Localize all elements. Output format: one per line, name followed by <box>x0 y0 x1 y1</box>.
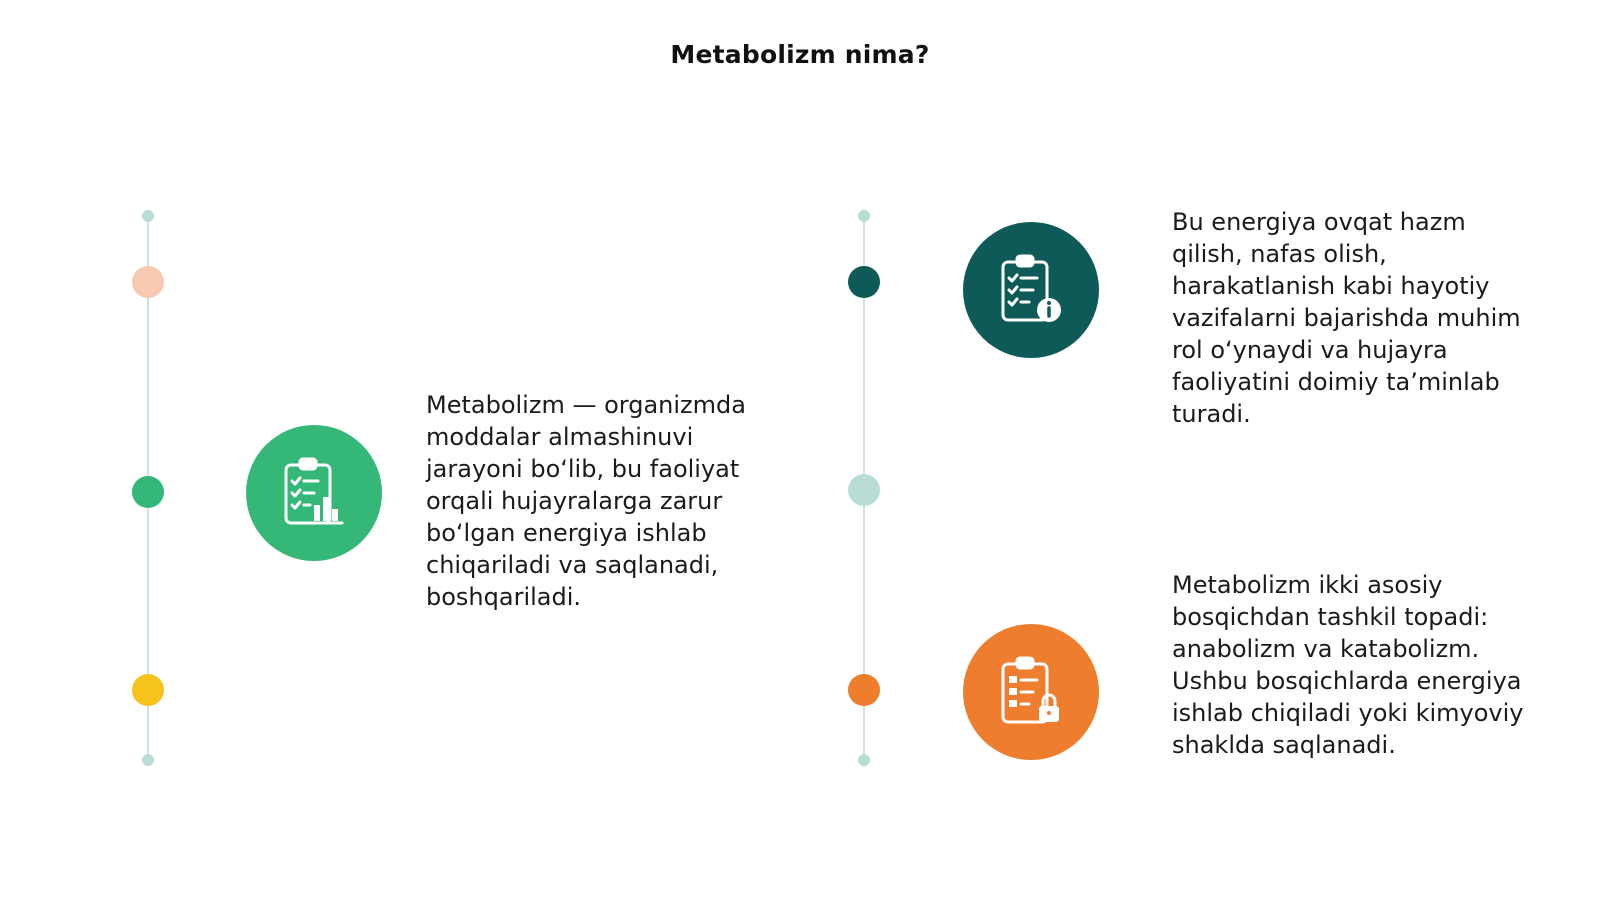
text-block-energy-role: Bu energiya ovqat hazm qilish, nafas olish, harakatlanish kabi hayotiy vazifalarni bajarishda muhim rol o‘ynaydi va hujayra faoliyatini doimiy ta’minlab turadi. <box>1172 208 1521 428</box>
timeline-end-dot <box>142 210 154 222</box>
timeline-dot-light-teal <box>848 474 880 506</box>
timeline-dot-green <box>132 476 164 508</box>
left-timeline <box>136 210 160 766</box>
clipboard-chart-icon <box>246 425 382 561</box>
timeline-dot-peach <box>132 266 164 298</box>
middle-timeline <box>852 210 876 766</box>
timeline-dot-yellow <box>132 674 164 706</box>
timeline-end-dot <box>858 754 870 766</box>
timeline-end-dot <box>858 210 870 222</box>
clipboard-info-icon <box>963 222 1099 358</box>
clipboard-lock-icon <box>963 624 1099 760</box>
text-block-stages: Metabolizm ikki asosiy bosqichdan tashkil topadi: anabolizm va katabolizm. Ushbu bosqichlarda energiya ishlab chiqiladi yoki kimyoviy shaklda saqlanadi. <box>1172 571 1524 759</box>
page-title: Metabolizm nima? <box>670 40 930 69</box>
timeline-dot-dark-teal <box>848 266 880 298</box>
timeline-dot-orange <box>848 674 880 706</box>
text-block-definition: Metabolizm — organizmda moddalar almashinuvi jarayoni bo‘lib, bu faoliyat orqali hujayralarga zarur bo‘lgan energiya ishlab chiqariladi va saqlanadi, boshqariladi. <box>426 391 746 611</box>
timeline-end-dot <box>142 754 154 766</box>
